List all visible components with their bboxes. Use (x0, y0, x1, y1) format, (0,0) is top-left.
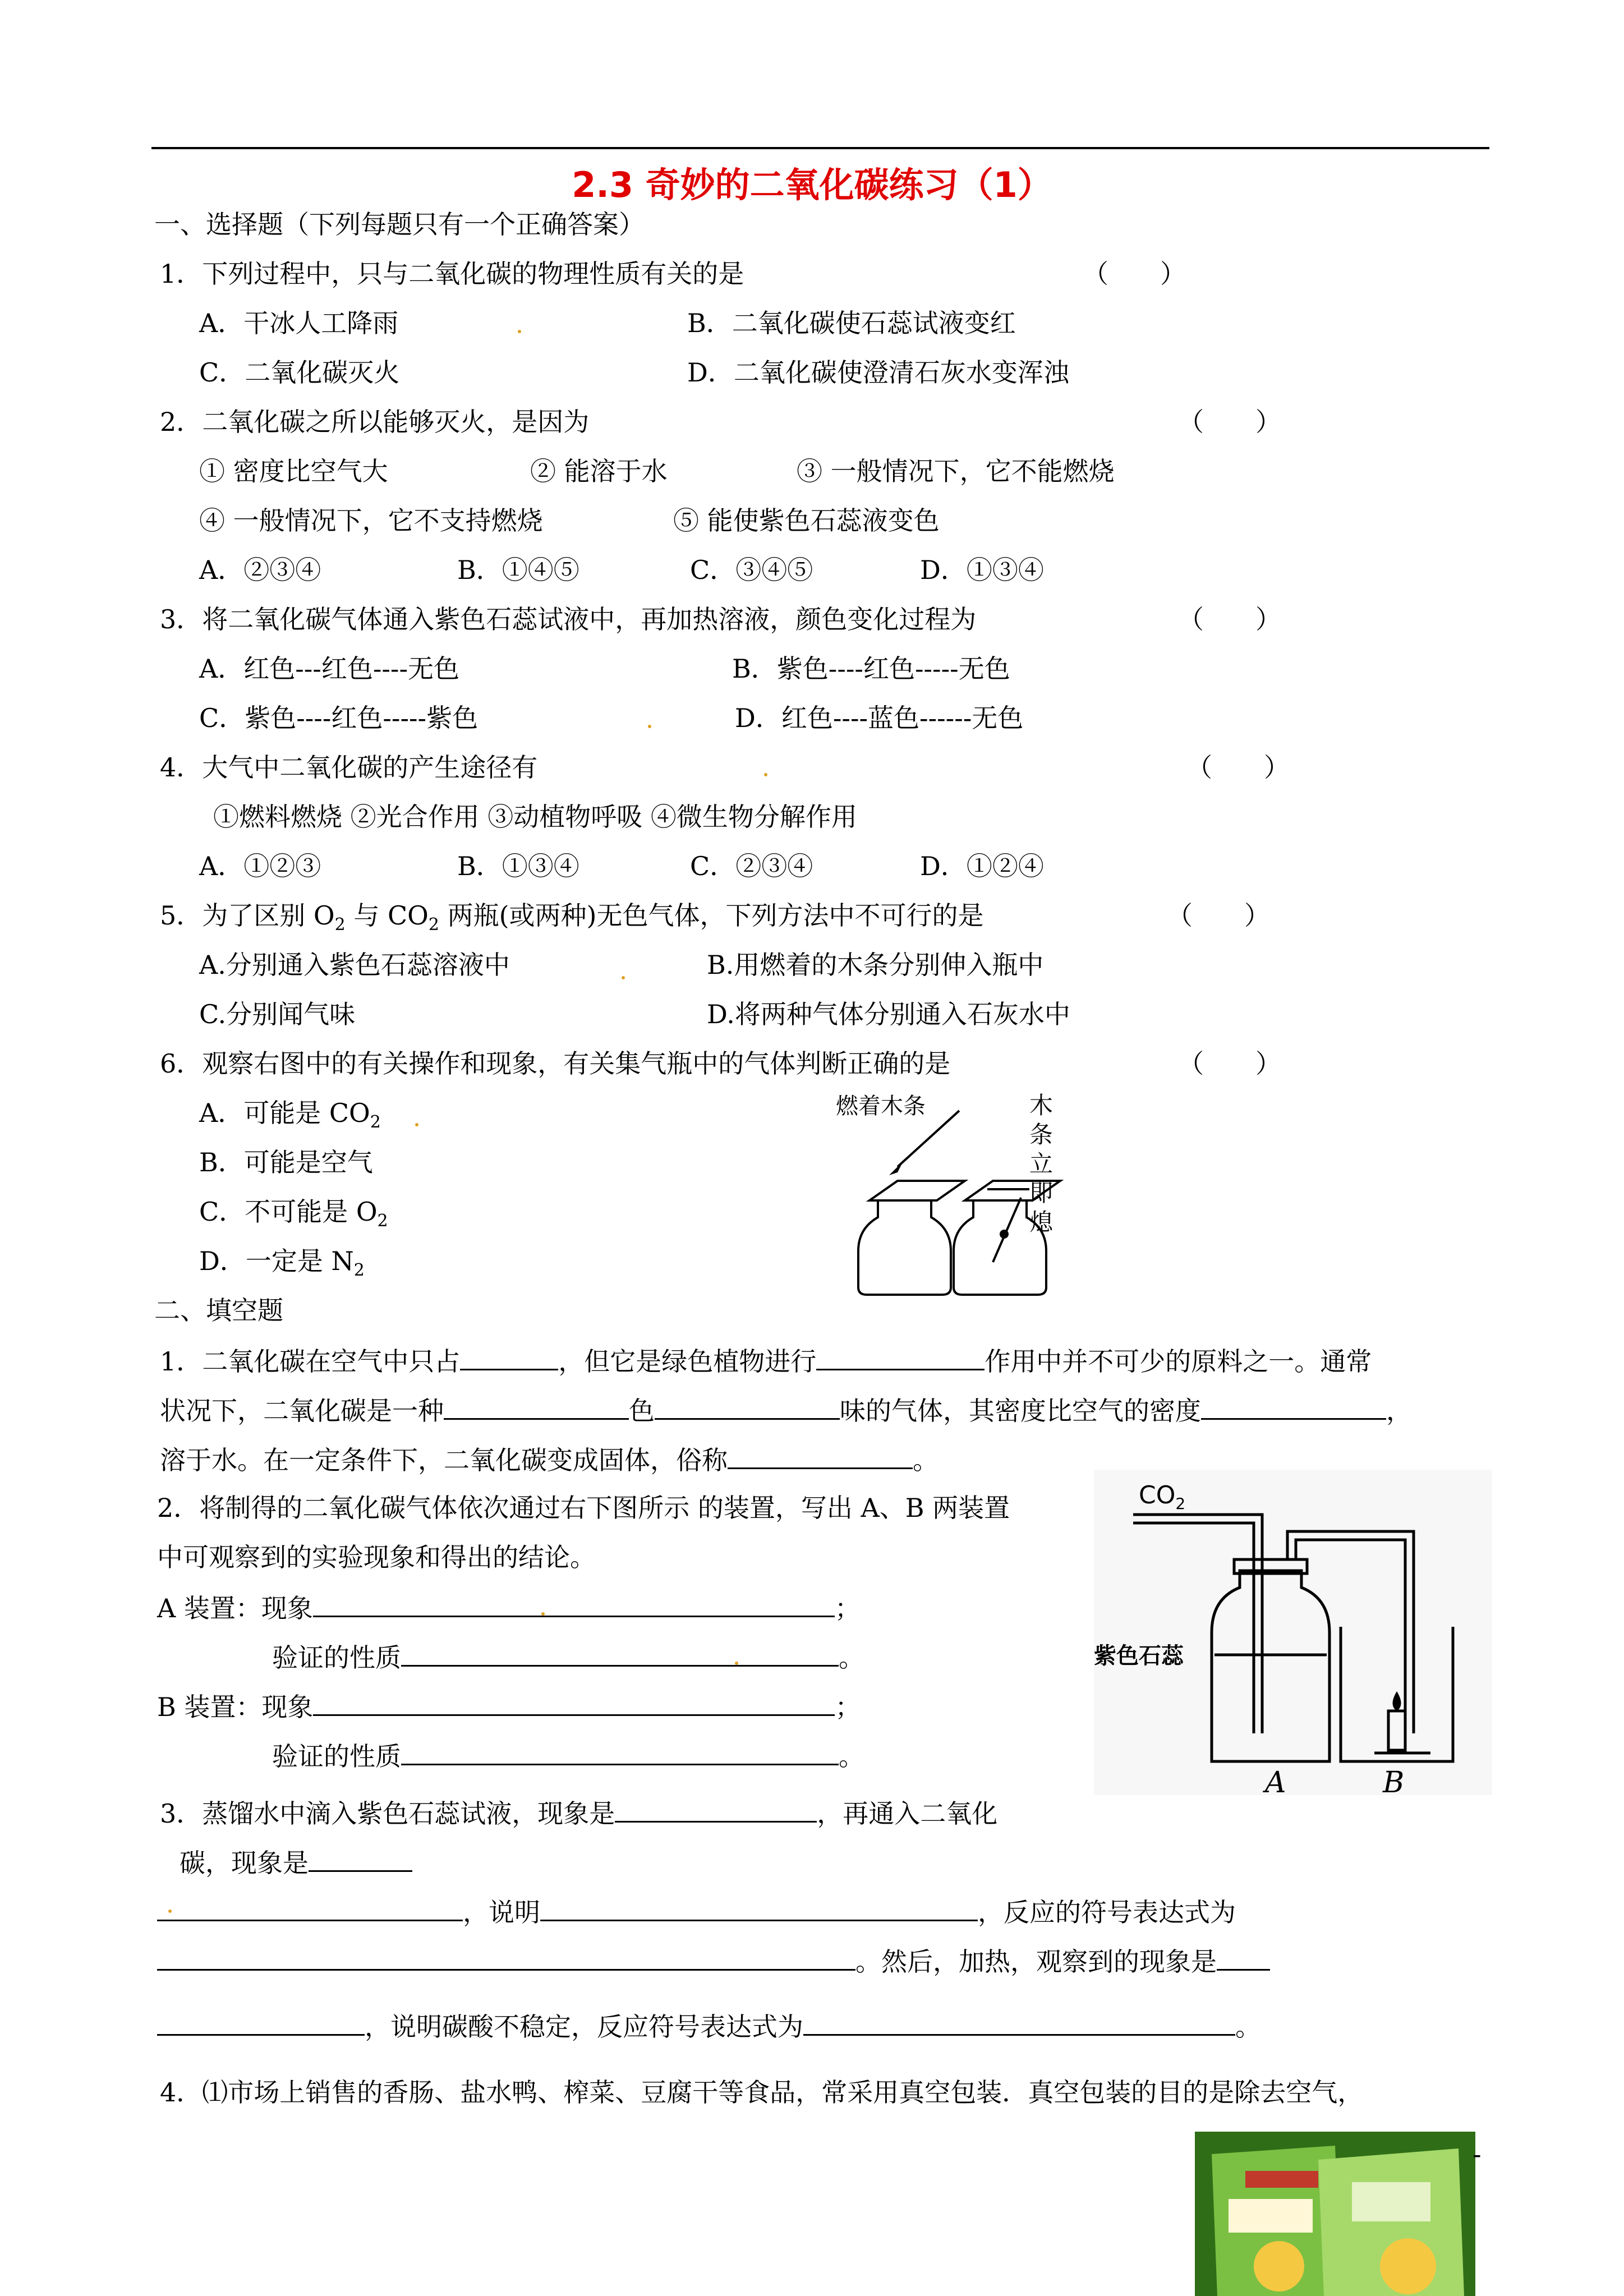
f1-line3: 溶于水。在一定条件下，二氧化碳变成固体，俗称 。 (160, 1442, 938, 1477)
q4-answer-paren: （ ） (1186, 752, 1290, 783)
apparatus-b-label: B (1383, 1766, 1405, 1795)
speck (518, 330, 521, 333)
q4-sources: ①燃料燃烧 ②光合作用 ③动植物呼吸 ④微生物分解作用 (213, 802, 857, 832)
q2-option-b: B．①④⑤ (457, 555, 579, 585)
q3-answer-paren: （ ） (1178, 604, 1281, 634)
f2-line2: 中可观察到的实验现象和得出的结论。 (157, 1542, 596, 1572)
litmus-label: 紫色石蕊 (1094, 1643, 1184, 1669)
f1-line2: 状况下，二氧化碳是一种 色 味的气体，其密度比空气的密度 ， (160, 1392, 1412, 1428)
f2-apparatus-figure (1094, 1470, 1492, 1795)
f2-b-property: 验证的性质 。 (272, 1738, 864, 1773)
speck (168, 1910, 172, 1913)
speck (541, 1612, 545, 1616)
q1-option-c: C．二氧化碳灭火 (199, 357, 400, 388)
q1-answer-paren: （ ） (1083, 259, 1186, 289)
q2-reason-5: ⑤ 能使紫色石蕊液变色 (673, 505, 940, 536)
q5-stem: 5．为了区别 $O_2$ 与 $CO_2$ 两瓶(或两种)无色气体，下列方法中不可行的是 (160, 900, 984, 935)
q4-option-b: B．①③④ (457, 851, 579, 881)
speck (764, 773, 767, 776)
f2-a-property: 验证的性质 。 (272, 1639, 864, 1674)
q3-stem: 3．将二氧化碳气体通入紫色石蕊试液中，再加热溶液，颜色变化过程为 (160, 604, 977, 634)
q2-stem: 2．二氧化碳之所以能够灭火，是因为 (160, 407, 590, 437)
f3-line4: 。然后，加热，观察到的现象是 (157, 1943, 1270, 1978)
f3-line2: 碳，现象是 (180, 1844, 412, 1880)
section-heading-fill: 二、填空题 (154, 1295, 283, 1326)
f3-line3: ，说明 ，反应的符号表达式为 (157, 1894, 1236, 1929)
f3-line5: ，说明碳酸不稳定，反应符号表达式为 。 (157, 2008, 1261, 2044)
q6-stem: 6．观察右图中的有关操作和现象，有关集气瓶中的气体判断正确的是 (160, 1048, 951, 1079)
speck (415, 1123, 418, 1126)
q6-option-d: D．一定是 $N_2$ (199, 1246, 365, 1281)
q5-option-b: B.用燃着的木条分别伸入瓶中 (707, 950, 1044, 980)
apparatus-a-label: A (1265, 1766, 1286, 1795)
q6-answer-paren: （ ） (1178, 1048, 1281, 1079)
speck (622, 976, 625, 979)
flame-icon (889, 1161, 903, 1175)
q6-option-c: C．不可能是 $O_2$ (199, 1197, 388, 1231)
section-heading-choice: 一、选择题（下列每题只有一个正确答案） (154, 209, 645, 240)
q3-option-b: B．紫色----红色-----无色 (732, 654, 1010, 684)
q5-answer-paren: （ ） (1167, 900, 1270, 931)
q1-option-a: A．干冰人工降雨 (199, 308, 399, 338)
q2-reason-4: ④ 一般情况下，它不支持燃烧 (199, 505, 543, 536)
q3-option-d: D．红色----蓝色------无色 (735, 703, 1024, 733)
q4-option-a: A．①②③ (199, 851, 321, 881)
q5-option-d: D.将两种气体分别通入石灰水中 (707, 999, 1070, 1029)
burning-stick-label: 燃着木条 (836, 1093, 926, 1119)
f2-line1: 2．将制得的二氧化碳气体依次通过右下图所示 的装置，写出 A、B 两装置 (157, 1493, 1010, 1523)
q3-option-c: C．紫色----红色-----紫色 (199, 703, 479, 733)
stray-dash: - (1473, 2139, 1482, 2169)
q2-option-a: A．②③④ (199, 555, 321, 585)
f1-line1: 1．二氧化碳在空气中只占 ，但它是绿色植物进行 作用中并不可少的原料之一。通常 (160, 1343, 1372, 1378)
q4-option-c: C．②③④ (690, 851, 813, 881)
f4-line1: 4．⑴市场上销售的香肠、盐水鸭、榨菜、豆腐干等食品，常采用真空包装．真空包装的目的是除去空气， (160, 2077, 1364, 2108)
speck (735, 1662, 738, 1665)
q1-option-d: D．二氧化碳使澄清石灰水变浑浊 (687, 357, 1069, 388)
f2-b-phenomenon: B 装置：现象 ； (157, 1688, 861, 1724)
q2-option-c: C．③④⑤ (690, 555, 813, 585)
candle-flame-icon (1393, 1691, 1401, 1711)
q1-stem: 1．下列过程中，只与二氧化碳的物理性质有关的是 (160, 259, 744, 289)
q4-option-d: D．①②④ (920, 851, 1044, 881)
q2-reason-2: ② 能溶于水 (530, 456, 668, 486)
q2-answer-paren: （ ） (1178, 407, 1281, 437)
q6-option-a: A．可能是 $CO_2$ (199, 1098, 381, 1133)
speck (648, 725, 651, 728)
vacuum-package-photo (1195, 2132, 1475, 2296)
q1-option-b: B．二氧化碳使石蕊试液变红 (687, 308, 1016, 338)
q6-figure (836, 1088, 1099, 1301)
f3-line1: 3．蒸馏水中滴入紫色石蕊试液，现象是 ，再通入二氧化 (160, 1795, 997, 1830)
stick-extinguished-label: 木条立即熄 (1029, 1092, 1053, 1236)
q5-option-c: C.分别闻气味 (199, 999, 356, 1029)
header-rule (151, 147, 1489, 149)
co2-inlet-label: $CO_2$ (1139, 1481, 1186, 1513)
q3-option-a: A．红色---红色----无色 (199, 654, 460, 684)
page-title: 2.3 奇妙的二氧化碳练习（1） (572, 164, 1052, 205)
q2-reason-3: ③ 一般情况下，它不能燃烧 (797, 456, 1115, 486)
q2-option-d: D．①③④ (920, 555, 1044, 585)
q6-option-b: B．可能是空气 (199, 1147, 373, 1177)
q2-reason-1: ① 密度比空气大 (199, 456, 388, 486)
f2-a-phenomenon: A 装置：现象 ； (157, 1590, 861, 1625)
q4-stem: 4．大气中二氧化碳的产生途径有 (160, 752, 538, 783)
q5-option-a: A.分别通入紫色石蕊溶液中 (199, 950, 510, 980)
